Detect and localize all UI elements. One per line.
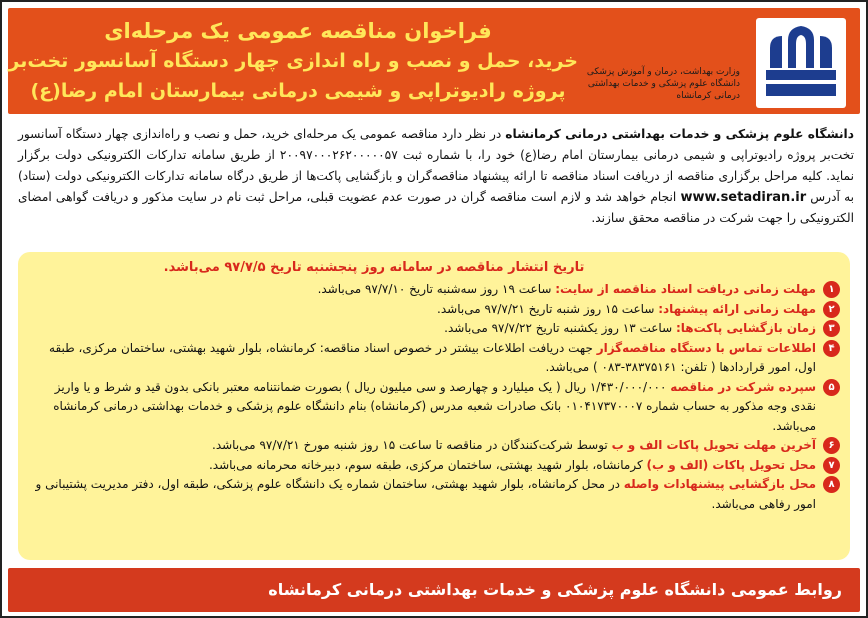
item-number: ۵ xyxy=(823,379,840,396)
item-label: مهلت زمانی دریافت اسناد مناقصه از سایت: xyxy=(555,282,816,296)
public-relations-signature: روابط عمومی دانشگاه علوم پزشکی و خدمات بهداشتی درمانی کرمانشاه xyxy=(268,580,842,599)
setadiran-link[interactable]: www.setadiran.ir xyxy=(680,190,807,205)
list-item xyxy=(28,456,840,476)
list-item xyxy=(28,280,840,300)
item-label: محل تحویل پاکات (الف و ب) xyxy=(646,457,816,472)
item-text: جهت دریافت اطلاعات بیشتر در خصوص اسناد مناقصه: کرمانشاه، بلوار شهید بهشتی، ساختمان مرکزی، طبقه اول، امور قراردادها ( تلفن: ۳۸۳۷۵۱۶۱-۰۸۳ ) می‌باشد. xyxy=(49,340,816,374)
list-item xyxy=(28,378,840,437)
item-label: سپرده شرکت در مناقصه xyxy=(670,379,816,394)
university-emblem-icon xyxy=(756,18,846,108)
notice-subtitle: خرید، حمل و نصب و راه اندازی چهار دستگاه آسانسور تخت‌بر xyxy=(8,50,578,72)
publish-date: تاریخ انتشار مناقصه در سامانه روز پنجشنبه تاریخ ۹۷/۷/۵ می‌باشد. xyxy=(163,260,585,275)
item-number: ۳ xyxy=(823,320,840,337)
item-label: اطلاعات تماس با دستگاه مناقصه‌گزار xyxy=(596,340,816,355)
item-number: ۲ xyxy=(823,301,840,318)
item-text: ساعت ۱۵ روز شنبه تاریخ ۹۷/۷/۲۱ می‌باشد. xyxy=(437,301,659,316)
list-item xyxy=(28,475,840,514)
item-number: ۴ xyxy=(823,340,840,357)
intro-paragraph xyxy=(18,124,854,229)
list-item xyxy=(28,339,840,378)
list-item xyxy=(28,300,840,320)
ministry-caption xyxy=(580,66,740,102)
item-number: ۷ xyxy=(823,457,840,474)
list-item xyxy=(28,436,840,456)
intro-text-2: انجام خواهد شد و لازم است مناقصه گران در صورت عدم عضویت قبلی، مراحل ثبت نام در سایت مذکور و دریافت گواهی امضای الکترونیکی را جهت شرکت در مناقصه محقق سازند. xyxy=(18,190,854,225)
item-text: کرمانشاه، بلوار شهید بهشتی، ساختمان مرکزی، طبقه سوم، دبیرخانه محرمانه می‌باشد. xyxy=(208,457,647,472)
header-banner xyxy=(8,8,860,114)
intro-text-1: در نظر دارد مناقصه عمومی یک مرحله‌ای خرید، حمل و نصب و راه‌اندازی چهار دستگاه آسانسور تخت‌بر پروژه رادیوتراپی و شیمی درمانی بیمارستان امام رضا(ع) خود را، با شماره ثبت ۲۰۰۹۷۰۰۰۲۶۲۰۰۰۰۰۵۷ از طریق سامانه تدارکات الکترونیکی دولت برگزار نماید. کلیه مراحل برگزاری مناقصه از دریافت اسناد مناقصه تا ارائه پیشنهاد مناقصه‌گران و بازگشایی پاکت‌ها از طریق درگاه سامانه تدارکات الکترونیکی دولت (ستاد) به آدرس xyxy=(18,127,854,204)
list-item xyxy=(28,319,840,339)
notice-title: فراخوان مناقصه عمومی یک مرحله‌ای xyxy=(104,19,492,43)
item-text: ساعت ۱۳ روز یکشنبه تاریخ ۹۷/۷/۲۲ می‌باشد. xyxy=(444,321,676,335)
item-label: مهلت زمانی ارائه پیشنهاد: xyxy=(658,301,816,316)
item-number: ۶ xyxy=(823,437,840,454)
university-name: دانشگاه علوم پزشکی و خدمات بهداشتی درمانی کرمانشاه xyxy=(587,79,740,101)
item-label: آخرین مهلت تحویل پاکات الف و ب xyxy=(611,438,816,452)
item-text: توسط شرکت‌کنندگان در مناقصه تا ساعت ۱۵ روز شنبه مورخ ۹۷/۷/۲۱ می‌باشد. xyxy=(212,438,612,452)
item-label: زمان بازگشایی پاکت‌ها: xyxy=(675,321,816,335)
item-number: ۱ xyxy=(823,281,840,298)
item-text: ساعت ۱۹ روز سه‌شنبه تاریخ ۹۷/۷/۱۰ می‌باشد. xyxy=(317,282,556,296)
university-title: دانشگاه علوم پزشکی و خدمات بهداشتی درمانی کرمانشاه xyxy=(505,127,854,141)
footer-banner xyxy=(8,568,860,612)
details-box xyxy=(18,252,850,560)
ministry-name: وزارت بهداشت، درمان و آموزش پزشکی xyxy=(586,67,740,77)
header-titles xyxy=(8,16,578,106)
item-text: در محل کرمانشاه، بلوار شهید بهشتی، ساختمان شماره یک دانشگاه علوم پزشکی، طبقه اول، دفتر مدیریت پشتیبانی و امور رفاهی می‌باشد. xyxy=(35,477,816,511)
notice-project: پروژه رادیوتراپی و شیمی درمانی بیمارستان امام رضا(ع) xyxy=(30,80,566,102)
details-list xyxy=(28,280,840,514)
item-number: ۸ xyxy=(823,476,840,493)
item-label: محل بازگشایی پیشنهادات واصله xyxy=(623,477,816,491)
item-text: ۱/۴۳۰/۰۰۰/۰۰۰ ریال ( یک میلیارد و چهارصد و سی میلیون ریال ) بصورت ضمانتنامه معتبر بانکی بدون قید و شرط و یا واریز نقدی وجه مذکور به حساب شماره ۰۱۰۴۱۷۳۷۰۰۰۷ بانک صادرات شعبه مدرس (کرمانشاه) بنام دانشگاه علوم پزشکی و خدمات بهداشتی درمانی کرمانشاه می‌باشد. xyxy=(53,379,816,433)
